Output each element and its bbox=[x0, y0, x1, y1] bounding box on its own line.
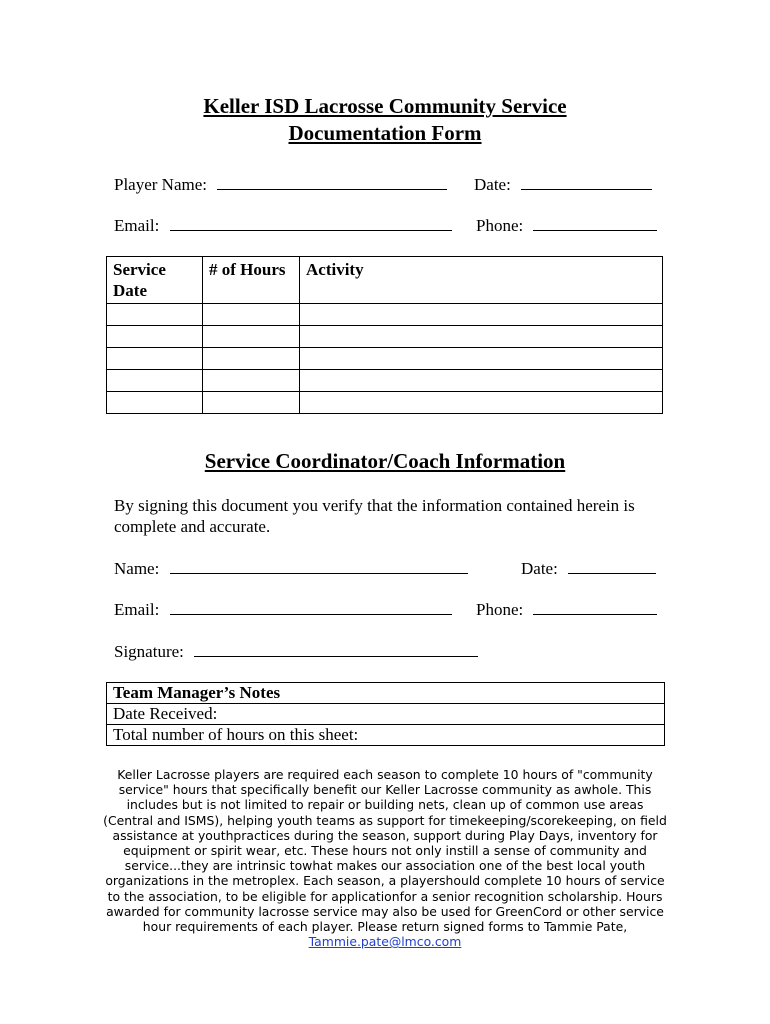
hours-cell[interactable] bbox=[203, 348, 300, 370]
contact-email-link[interactable]: Tammie.pate@lmco.com bbox=[308, 934, 462, 950]
table-row bbox=[107, 725, 665, 746]
player-phone-input[interactable] bbox=[533, 216, 657, 231]
coordinator-phone-row bbox=[476, 600, 657, 620]
player-date-input[interactable] bbox=[521, 175, 652, 190]
table-row bbox=[107, 304, 663, 326]
table-row bbox=[107, 348, 663, 370]
service-date-cell[interactable] bbox=[107, 348, 203, 370]
player-name-input[interactable] bbox=[217, 175, 447, 190]
player-name-label: Player Name: bbox=[114, 175, 207, 194]
player-email-row bbox=[114, 216, 452, 236]
service-date-cell[interactable] bbox=[107, 370, 203, 392]
service-log-table bbox=[106, 256, 663, 414]
total-hours-label: Total number of hours on this sheet: bbox=[107, 725, 665, 746]
hours-cell[interactable] bbox=[203, 392, 300, 414]
coordinator-phone-label: Phone: bbox=[476, 600, 524, 619]
coordinator-name-row bbox=[114, 559, 468, 579]
form-title-line-2: Documentation Form bbox=[288, 121, 482, 145]
hours-cell[interactable] bbox=[203, 370, 300, 392]
coordinator-email-label: Email: bbox=[114, 600, 160, 619]
footer-text: Keller Lacrosse players are required each season to complete 10 hours of "community service" hours that specifically benefit our Keller Lacrosse community as awhole. This includes but is not limited to repair or building nets, clean up of common use areas (Central and ISMS), helping youth teams as support for timekeeping/scorekeeping, on field assistance at youthpractices during the season, support during Play Days, inventory for equipment or spirit wear, etc. These hours not only instill a sense of community and service...they are intrinsic towhat makes our association one of the best local youth organizations in the metroplex. Each season, a playershould complete 10 hours of service to the association, to be eligible for applicationfor a senior recognition scholarship. Hours awarded for community lacrosse service may also be used for GreenCord or other service hour requirements of each player. Please return signed forms to Tammie Pate, bbox=[103, 767, 667, 935]
service-log-header-row bbox=[107, 257, 663, 304]
coordinator-email-input[interactable] bbox=[170, 600, 452, 615]
verification-statement: By signing this document you verify that the information contained herein is complete and accurate. bbox=[114, 496, 635, 536]
team-manager-notes-heading: Team Manager’s Notes bbox=[107, 683, 665, 704]
player-email-input[interactable] bbox=[170, 216, 452, 231]
form-title-line-1: Keller ISD Lacrosse Community Service bbox=[203, 94, 567, 118]
activity-cell[interactable] bbox=[300, 392, 663, 414]
coordinator-date-input[interactable] bbox=[568, 559, 656, 574]
service-date-header: Service Date bbox=[107, 257, 203, 304]
activity-cell[interactable] bbox=[300, 326, 663, 348]
activity-cell[interactable] bbox=[300, 370, 663, 392]
team-manager-notes-table bbox=[106, 682, 665, 746]
service-date-cell[interactable] bbox=[107, 392, 203, 414]
table-row bbox=[107, 326, 663, 348]
signature-input[interactable] bbox=[194, 642, 478, 657]
table-row bbox=[107, 370, 663, 392]
coordinator-section-title: Service Coordinator/Coach Information bbox=[204, 449, 566, 473]
player-phone-label: Phone: bbox=[476, 216, 524, 235]
player-date-row bbox=[474, 175, 652, 195]
coordinator-date-label: Date: bbox=[521, 559, 558, 578]
hours-cell[interactable] bbox=[203, 326, 300, 348]
player-phone-row bbox=[476, 216, 657, 236]
hours-cell[interactable] bbox=[203, 304, 300, 326]
activity-header: Activity bbox=[300, 257, 663, 304]
signature-label: Signature: bbox=[114, 642, 184, 661]
table-row bbox=[107, 683, 665, 704]
coordinator-email-row bbox=[114, 600, 452, 620]
footer-note bbox=[100, 767, 670, 949]
coordinator-phone-input[interactable] bbox=[533, 600, 657, 615]
table-row bbox=[107, 704, 665, 725]
coordinator-date-row bbox=[521, 559, 656, 579]
player-email-label: Email: bbox=[114, 216, 160, 235]
signature-row bbox=[114, 642, 478, 662]
coordinator-name-label: Name: bbox=[114, 559, 160, 578]
coordinator-name-input[interactable] bbox=[170, 559, 468, 574]
activity-cell[interactable] bbox=[300, 348, 663, 370]
activity-cell[interactable] bbox=[300, 304, 663, 326]
player-name-row bbox=[114, 175, 447, 195]
service-date-cell[interactable] bbox=[107, 304, 203, 326]
hours-header: # of Hours bbox=[203, 257, 300, 304]
service-date-cell[interactable] bbox=[107, 326, 203, 348]
player-date-label: Date: bbox=[474, 175, 511, 194]
table-row bbox=[107, 392, 663, 414]
date-received-label: Date Received: bbox=[107, 704, 665, 725]
